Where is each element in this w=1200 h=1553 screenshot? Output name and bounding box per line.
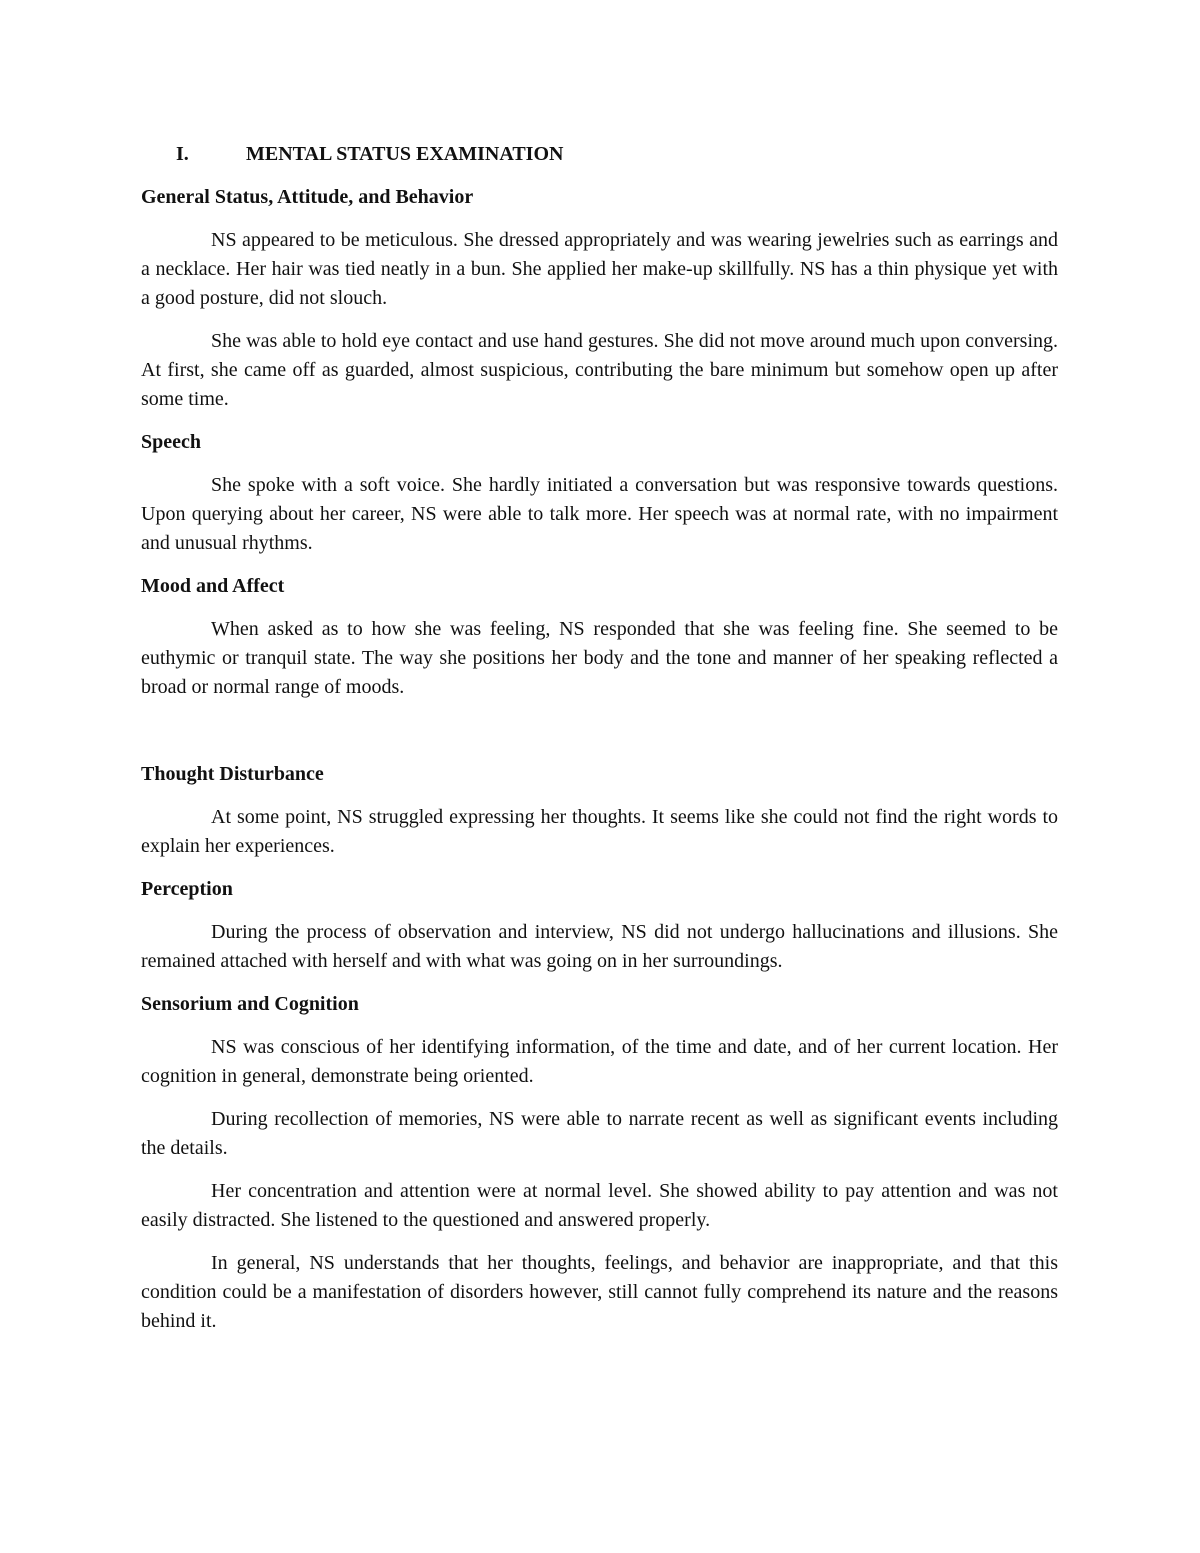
section-title: Perception	[141, 878, 233, 900]
section-title: Speech	[141, 431, 201, 453]
paragraph: She was able to hold eye contact and use hand gestures. She did not move around much upon conversing. At first, she came off as guarded, almost suspicious, contributing the bare minimum but somehow open up after some time.	[141, 330, 1058, 410]
main-heading	[141, 140, 1058, 169]
heading-title: MENTAL STATUS EXAMINATION	[246, 143, 564, 165]
section-title: Sensorium and Cognition	[141, 993, 359, 1015]
document-body	[141, 140, 1058, 1350]
section-sensorium-cognition	[141, 990, 1058, 1336]
section-mood-affect	[141, 572, 1058, 702]
section-perception	[141, 875, 1058, 976]
section-thought-disturbance	[141, 760, 1058, 861]
section-title: General Status, Attitude, and Behavior	[141, 186, 474, 208]
section-general-status	[141, 183, 1058, 414]
paragraph: During recollection of memories, NS were able to narrate recent as well as significant events including the details.	[141, 1108, 1058, 1159]
section-title: Mood and Affect	[141, 575, 285, 597]
blank-line	[141, 716, 1058, 760]
paragraph: She spoke with a soft voice. She hardly initiated a conversation but was responsive towards questions. Upon querying about her career, NS were able to talk more. Her speech was at normal rate, with no impairment and unusual rhythms.	[141, 474, 1058, 554]
section-speech	[141, 428, 1058, 558]
paragraph: When asked as to how she was feeling, NS responded that she was feeling fine. She seemed to be euthymic or tranquil state. The way she positions her body and the tone and manner of her speaking reflected a broad or normal range of moods.	[141, 618, 1058, 698]
paragraph: In general, NS understands that her thoughts, feelings, and behavior are inappropriate, and that this condition could be a manifestation of disorders however, still cannot fully comprehend its nature and the reasons behind it.	[141, 1252, 1058, 1332]
paragraph: NS appeared to be meticulous. She dressed appropriately and was wearing jewelries such as earrings and a necklace. Her hair was tied neatly in a bun. She applied her make-up skillfully. NS has a thin physique yet with a good posture, did not slouch.	[141, 229, 1058, 309]
paragraph: During the process of observation and interview, NS did not undergo hallucinations and illusions. She remained attached with herself and with what was going on in her surroundings.	[141, 921, 1058, 972]
paragraph: NS was conscious of her identifying information, of the time and date, and of her current location. Her cognition in general, demonstrate being oriented.	[141, 1036, 1058, 1087]
section-title: Thought Disturbance	[141, 763, 324, 785]
paragraph: Her concentration and attention were at normal level. She showed ability to pay attention and was not easily distracted. She listened to the questioned and answered properly.	[141, 1180, 1058, 1231]
heading-number: I.	[176, 143, 189, 165]
paragraph: At some point, NS struggled expressing her thoughts. It seems like she could not find the right words to explain her experiences.	[141, 806, 1058, 857]
